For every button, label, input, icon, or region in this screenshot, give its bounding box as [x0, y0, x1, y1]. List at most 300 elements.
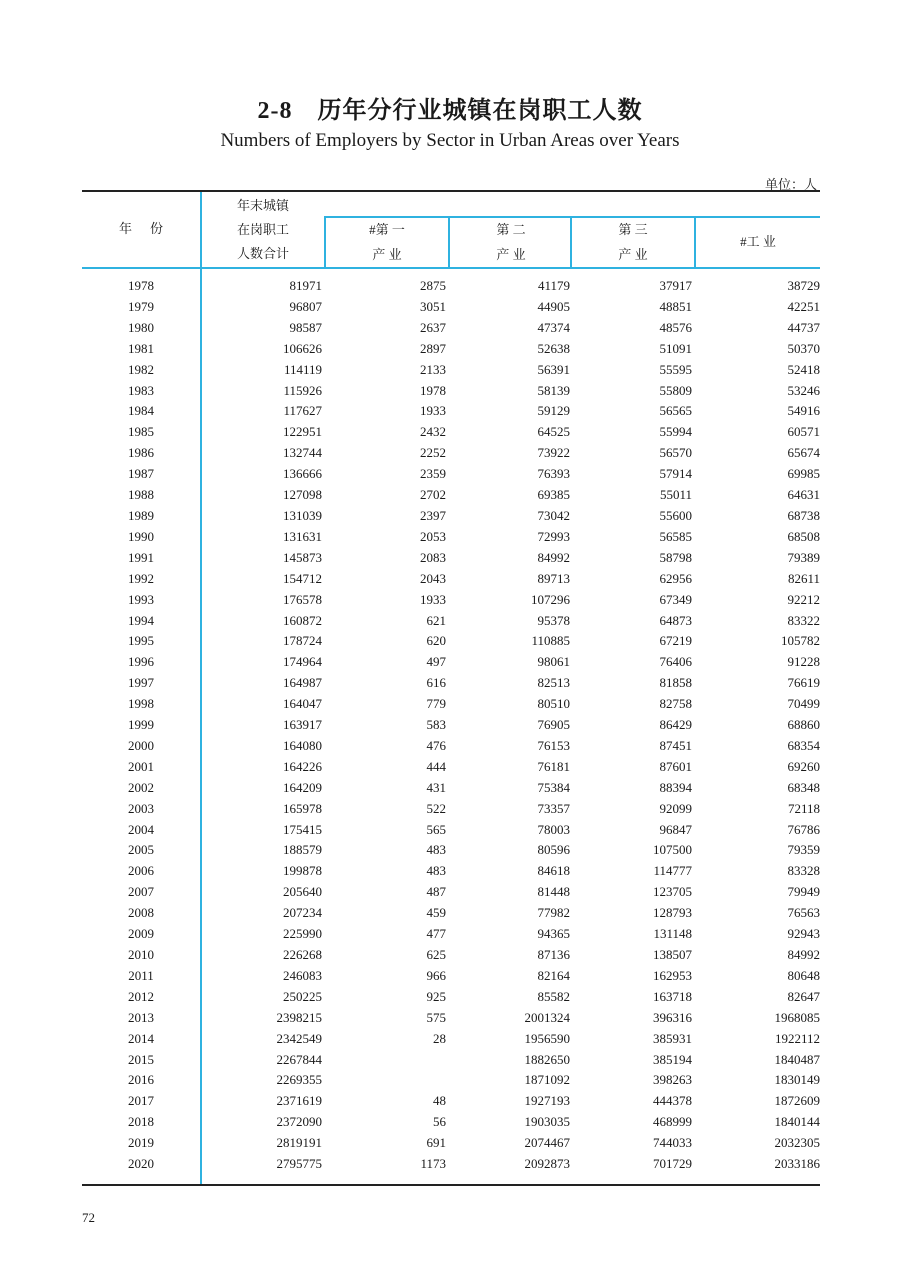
cell-tertiary: 48851: [659, 298, 692, 314]
cell-total: 246083: [283, 967, 322, 983]
cell-tertiary: 444378: [653, 1093, 692, 1109]
cell-tertiary: 37917: [659, 278, 692, 293]
cell-tertiary: 138507: [653, 947, 692, 962]
cell-total: 117627: [283, 403, 322, 419]
cell-year: 1985: [128, 424, 154, 440]
cell-secondary: 2001324: [524, 1009, 570, 1025]
cell-industry: 38729: [787, 278, 820, 293]
cell-primary: 2359: [420, 466, 446, 482]
table-row: [82, 339, 820, 360]
cell-industry: 2032305: [774, 1135, 820, 1151]
cell-industry: 84992: [787, 947, 820, 962]
cell-year: 2012: [128, 988, 154, 1004]
cell-total: 114119: [283, 361, 322, 377]
table-row: [82, 966, 820, 987]
cell-secondary: 58139: [537, 382, 570, 398]
cell-year: 2006: [128, 863, 154, 879]
cell-total: 164047: [283, 696, 322, 712]
table-row: [82, 590, 820, 611]
cell-primary: 779: [426, 696, 446, 712]
cell-tertiary: 51091: [659, 340, 692, 356]
cell-total: 136666: [283, 466, 322, 482]
cell-year: 2007: [128, 884, 154, 900]
header-primary: [326, 217, 448, 267]
cell-year: 2019: [128, 1135, 154, 1151]
cell-tertiary: 96847: [659, 821, 692, 837]
cell-primary: 2043: [420, 570, 446, 586]
table-row: [82, 527, 820, 548]
header-total-line: 人数合计: [236, 246, 289, 261]
cell-primary: 1933: [420, 403, 446, 419]
cell-primary: 966: [426, 967, 446, 983]
cell-total: 131039: [283, 507, 322, 523]
cell-tertiary: 107500: [653, 842, 692, 858]
table-row: [82, 548, 820, 569]
cell-primary: 1173: [420, 1156, 446, 1172]
cell-tertiary: 123705: [653, 884, 692, 900]
table-row: [82, 903, 820, 924]
cell-year: 2020: [128, 1156, 154, 1172]
cell-secondary: 44905: [537, 298, 570, 314]
cell-total: 106626: [283, 340, 322, 356]
cell-secondary: 1871092: [524, 1072, 570, 1088]
cell-year: 2004: [128, 821, 154, 837]
cell-primary: 483: [426, 863, 446, 879]
cell-secondary: 59129: [537, 403, 570, 419]
cell-primary: 2133: [420, 361, 446, 377]
table-row: [82, 673, 820, 694]
cell-primary: 3051: [420, 298, 446, 314]
cell-year: 2017: [128, 1093, 154, 1109]
cell-total: 122951: [283, 424, 322, 440]
cell-primary: 444: [426, 758, 446, 774]
cell-tertiary: 62956: [659, 570, 692, 586]
cell-secondary: 98061: [537, 654, 570, 670]
cell-year: 1983: [128, 382, 154, 398]
cell-total: 164080: [283, 737, 322, 753]
cell-secondary: 76393: [537, 466, 570, 482]
cell-year: 1997: [128, 675, 154, 691]
cell-industry: 92212: [787, 591, 820, 607]
cell-year: 2010: [128, 947, 154, 962]
cell-year: 1984: [128, 403, 154, 419]
cell-secondary: 77982: [537, 905, 570, 921]
cell-year: 1978: [128, 278, 154, 293]
cell-year: 2016: [128, 1072, 154, 1088]
cell-primary: 1978: [420, 382, 446, 398]
cell-tertiary: 76406: [659, 654, 692, 670]
cell-tertiary: 87601: [659, 758, 692, 774]
table-row: [82, 422, 820, 443]
cell-secondary: 1882650: [524, 1051, 570, 1067]
cell-industry: 1968085: [774, 1009, 820, 1025]
cell-secondary: 52638: [537, 340, 570, 356]
cell-secondary: 69385: [537, 487, 570, 503]
cell-year: 1996: [128, 654, 154, 670]
cell-total: 164226: [283, 758, 322, 774]
cell-total: 225990: [283, 926, 322, 942]
cell-industry: 83328: [787, 863, 820, 879]
table-row: [82, 297, 820, 318]
cell-industry: 92943: [787, 926, 820, 942]
cell-total: 81971: [289, 278, 322, 293]
cell-secondary: 89713: [537, 570, 570, 586]
cell-secondary: 76181: [537, 758, 570, 774]
table-row: [82, 485, 820, 506]
cell-primary: 459: [426, 905, 446, 921]
cell-tertiary: 55011: [659, 487, 692, 503]
cell-primary: 691: [426, 1135, 446, 1151]
cell-tertiary: 56585: [659, 528, 692, 544]
table-row: [82, 778, 820, 799]
cell-secondary: 107296: [531, 591, 570, 607]
cell-primary: 2397: [420, 507, 446, 523]
cell-year: 2001: [128, 758, 154, 774]
cell-year: 2009: [128, 926, 154, 942]
cell-year: 2018: [128, 1114, 154, 1130]
cell-secondary: 72993: [537, 528, 570, 544]
cell-primary: 497: [426, 654, 446, 670]
cell-secondary: 56391: [537, 361, 570, 377]
cell-primary: 2702: [420, 487, 446, 503]
table-row: [82, 861, 820, 882]
cell-tertiary: 87451: [659, 737, 692, 753]
cell-industry: 105782: [781, 633, 820, 649]
cell-total: 131631: [283, 528, 322, 544]
cell-industry: 1872609: [774, 1093, 820, 1109]
table-row: [82, 882, 820, 903]
cell-tertiary: 55595: [659, 361, 692, 377]
cell-year: 1979: [128, 298, 154, 314]
cell-tertiary: 56565: [659, 403, 692, 419]
cell-total: 115926: [283, 382, 322, 398]
page-subtitle: Numbers of Employers by Sector in Urban Areas over Years: [220, 130, 680, 151]
cell-year: 1999: [128, 717, 154, 733]
cell-industry: 1922112: [774, 1030, 820, 1046]
table-row: [82, 694, 820, 715]
cell-total: 176578: [283, 591, 322, 607]
cell-tertiary: 114777: [653, 863, 692, 879]
cell-primary: 2637: [420, 319, 446, 335]
cell-industry: 82647: [787, 988, 820, 1004]
cell-industry: 76786: [787, 821, 820, 837]
table-row: [82, 820, 820, 841]
table-row: [82, 401, 820, 422]
header-total-line: 在岗职工: [236, 222, 289, 237]
cell-primary: 2432: [420, 424, 446, 440]
header-tertiary-line: 第 三: [618, 222, 648, 237]
table-row: [82, 443, 820, 464]
cell-primary: 28: [433, 1030, 446, 1046]
cell-industry: 52418: [787, 361, 820, 377]
cell-industry: 68348: [787, 779, 820, 795]
cell-primary: 583: [426, 717, 446, 733]
cell-secondary: 81448: [537, 884, 570, 900]
page-number: 72: [82, 1210, 95, 1225]
cell-tertiary: 701729: [653, 1156, 692, 1172]
table-row: [82, 715, 820, 736]
cell-secondary: 95378: [537, 612, 570, 628]
table-row: [82, 1133, 820, 1154]
cell-total: 96807: [289, 298, 322, 314]
cell-total: 178724: [283, 633, 322, 649]
header-year: 年份: [118, 221, 181, 236]
cell-total: 207234: [283, 905, 322, 921]
cell-industry: 42251: [787, 298, 820, 314]
cell-primary: 2252: [420, 445, 446, 461]
cell-industry: 79389: [787, 549, 820, 565]
cell-total: 2398215: [276, 1009, 322, 1025]
table-row: [82, 1112, 820, 1133]
cell-secondary: 76905: [537, 717, 570, 733]
cell-industry: 76619: [787, 675, 820, 691]
cell-total: 2819191: [276, 1135, 322, 1151]
table-body: [82, 276, 820, 1175]
cell-year: 1980: [128, 319, 154, 335]
cell-primary: 48: [433, 1093, 446, 1109]
cell-primary: 2053: [420, 528, 446, 544]
cell-industry: 79359: [787, 842, 820, 858]
cell-industry: 44737: [787, 319, 820, 335]
table-row: [82, 631, 820, 652]
table-row: [82, 1008, 820, 1029]
cell-industry: 76563: [787, 905, 820, 921]
cell-secondary: 85582: [537, 988, 570, 1004]
cell-tertiary: 56570: [659, 445, 692, 461]
cell-industry: 1840144: [774, 1114, 820, 1130]
cell-tertiary: 64873: [659, 612, 692, 628]
cell-year: 1993: [128, 591, 154, 607]
cell-secondary: 64525: [537, 424, 570, 440]
cell-industry: 69985: [787, 466, 820, 482]
cell-industry: 54916: [787, 403, 820, 419]
cell-total: 163917: [283, 717, 322, 733]
cell-secondary: 2092873: [524, 1156, 570, 1172]
cell-total: 2795775: [276, 1156, 322, 1172]
header-total: [202, 194, 324, 266]
cell-total: 132744: [283, 445, 322, 461]
cell-tertiary: 55809: [659, 382, 692, 398]
cell-industry: 2033186: [774, 1156, 820, 1172]
header-industry: #工 业: [740, 234, 776, 249]
table-row: [82, 1154, 820, 1175]
table-row: [82, 924, 820, 945]
table-row: [82, 506, 820, 527]
cell-year: 1992: [128, 570, 154, 586]
cell-primary: 616: [426, 675, 446, 691]
cell-tertiary: 92099: [659, 800, 692, 816]
cell-industry: 80648: [787, 967, 820, 983]
cell-secondary: 84992: [537, 549, 570, 565]
cell-year: 1990: [128, 528, 154, 544]
cell-tertiary: 385194: [653, 1051, 692, 1067]
cell-primary: 1933: [420, 591, 446, 607]
header-divider: [82, 267, 820, 269]
table-row: [82, 1029, 820, 1050]
cell-primary: 2875: [420, 278, 446, 293]
cell-tertiary: 55600: [659, 507, 692, 523]
cell-tertiary: 82758: [659, 696, 692, 712]
cell-total: 2371619: [276, 1093, 322, 1109]
cell-tertiary: 81858: [659, 675, 692, 691]
header-secondary-line: 产 业: [496, 247, 526, 262]
cell-year: 1988: [128, 487, 154, 503]
header-tertiary-line: 产 业: [618, 247, 648, 262]
cell-primary: 2897: [420, 340, 446, 356]
cell-total: 165978: [283, 800, 322, 816]
cell-secondary: 84618: [537, 863, 570, 879]
cell-year: 2011: [128, 967, 154, 983]
table-row: [82, 611, 820, 632]
cell-total: 164987: [283, 675, 322, 691]
cell-tertiary: 88394: [659, 779, 692, 795]
cell-tertiary: 468999: [653, 1114, 692, 1130]
cell-year: 1981: [128, 340, 154, 356]
cell-industry: 68354: [787, 737, 820, 753]
cell-secondary: 82513: [537, 675, 570, 691]
cell-industry: 53246: [787, 382, 820, 398]
page-title: 2-8 历年分行业城镇在岗职工人数: [257, 98, 643, 124]
table-row: [82, 1070, 820, 1091]
cell-industry: 79949: [787, 884, 820, 900]
cell-year: 1982: [128, 361, 154, 377]
cell-primary: 2083: [420, 549, 446, 565]
cell-primary: 487: [426, 884, 446, 900]
cell-year: 2005: [128, 842, 154, 858]
cell-year: 1989: [128, 507, 154, 523]
table-row: [82, 464, 820, 485]
header-primary-line: #第 一: [369, 222, 405, 237]
cell-industry: 68860: [787, 717, 820, 733]
cell-year: 2002: [128, 779, 154, 795]
cell-secondary: 80596: [537, 842, 570, 858]
cell-secondary: 1903035: [524, 1114, 570, 1130]
table-row: [82, 736, 820, 757]
cell-secondary: 73357: [537, 800, 570, 816]
cell-secondary: 73042: [537, 507, 570, 523]
cell-secondary: 41179: [537, 278, 570, 293]
cell-tertiary: 162953: [653, 967, 692, 983]
cell-industry: 65674: [787, 445, 820, 461]
cell-industry: 1830149: [774, 1072, 820, 1088]
cell-industry: 60571: [787, 424, 820, 440]
cell-industry: 91228: [787, 654, 820, 670]
cell-secondary: 1927193: [524, 1093, 570, 1109]
cell-total: 2342549: [276, 1030, 322, 1046]
cell-year: 2008: [128, 905, 154, 921]
cell-secondary: 76153: [537, 737, 570, 753]
table-row: [82, 1091, 820, 1112]
cell-total: 175415: [283, 821, 322, 837]
cell-secondary: 87136: [537, 947, 570, 962]
cell-industry: 1840487: [774, 1051, 820, 1067]
cell-tertiary: 398263: [653, 1072, 692, 1088]
cell-industry: 64631: [787, 487, 820, 503]
cell-primary: 620: [426, 633, 446, 649]
cell-total: 145873: [283, 549, 322, 565]
table-row: [82, 318, 820, 339]
cell-industry: 72118: [787, 800, 820, 816]
cell-secondary: 73922: [537, 445, 570, 461]
cell-total: 164209: [283, 779, 322, 795]
cell-secondary: 78003: [537, 821, 570, 837]
cell-secondary: 94365: [537, 926, 570, 942]
table-row: [82, 276, 820, 297]
cell-total: 2269355: [276, 1072, 322, 1088]
cell-tertiary: 744033: [653, 1135, 692, 1151]
cell-tertiary: 48576: [659, 319, 692, 335]
cell-tertiary: 163718: [653, 988, 692, 1004]
cell-primary: 621: [426, 612, 446, 628]
cell-year: 1998: [128, 696, 154, 712]
cell-year: 2000: [128, 737, 154, 753]
cell-year: 1991: [128, 549, 154, 565]
table-row: [82, 799, 820, 820]
cell-primary: 483: [426, 842, 446, 858]
cell-year: 2014: [128, 1030, 154, 1046]
cell-total: 154712: [283, 570, 322, 586]
table-row: [82, 945, 820, 966]
cell-primary: 925: [426, 988, 446, 1004]
cell-tertiary: 67219: [659, 633, 692, 649]
cell-industry: 82611: [787, 570, 820, 586]
header-tertiary: [572, 217, 694, 267]
cell-year: 1995: [128, 633, 154, 649]
cell-secondary: 82164: [537, 967, 570, 983]
cell-primary: 522: [426, 800, 446, 816]
cell-secondary: 2074467: [524, 1135, 570, 1151]
cell-secondary: 1956590: [524, 1030, 570, 1046]
cell-total: 2267844: [276, 1051, 322, 1067]
cell-primary: 56: [433, 1114, 446, 1130]
cell-total: 226268: [283, 947, 322, 962]
cell-total: 98587: [289, 319, 322, 335]
header-total-line: 年末城镇: [236, 198, 289, 213]
table-row: [82, 652, 820, 673]
cell-tertiary: 86429: [659, 717, 692, 733]
header-primary-line: 产 业: [372, 247, 402, 262]
cell-secondary: 75384: [537, 779, 570, 795]
cell-tertiary: 385931: [653, 1030, 692, 1046]
cell-primary: 575: [426, 1009, 446, 1025]
cell-year: 2003: [128, 800, 154, 816]
cell-total: 205640: [283, 884, 322, 900]
cell-total: 127098: [283, 487, 322, 503]
cell-total: 188579: [283, 842, 322, 858]
table-row: [82, 569, 820, 590]
unit-label: 单位：人: [764, 177, 817, 192]
cell-secondary: 80510: [537, 696, 570, 712]
cell-primary: 477: [426, 926, 446, 942]
cell-tertiary: 67349: [659, 591, 692, 607]
cell-industry: 68738: [787, 507, 820, 523]
cell-total: 174964: [283, 654, 322, 670]
table-row: [82, 840, 820, 861]
data-table: [82, 190, 820, 1186]
table-row: [82, 1050, 820, 1071]
cell-secondary: 47374: [537, 319, 570, 335]
cell-primary: 625: [426, 947, 446, 962]
cell-tertiary: 55994: [659, 424, 692, 440]
cell-tertiary: 58798: [659, 549, 692, 565]
cell-total: 160872: [283, 612, 322, 628]
header-secondary-line: 第 二: [496, 222, 526, 237]
cell-industry: 69260: [787, 758, 820, 774]
table-row: [82, 987, 820, 1008]
cell-tertiary: 131148: [653, 926, 692, 942]
table-row: [82, 757, 820, 778]
cell-total: 2372090: [276, 1114, 322, 1130]
